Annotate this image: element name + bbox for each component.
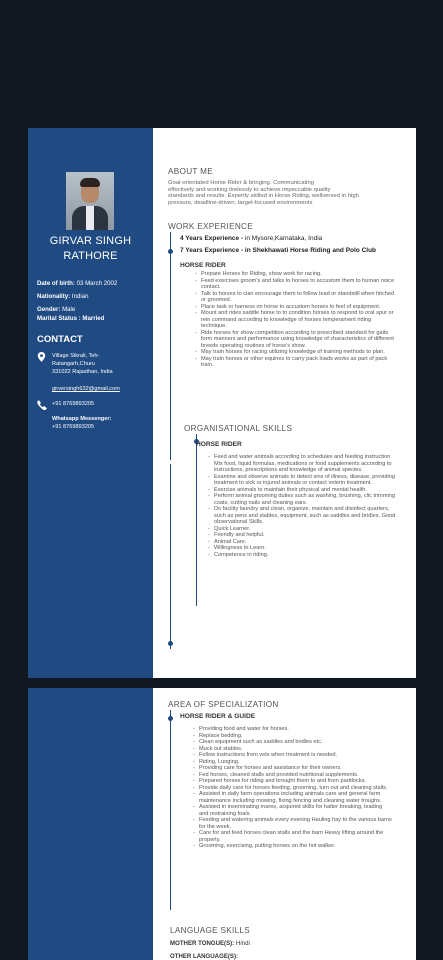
main-content (153, 128, 416, 678)
nationality-label: Nationality: (37, 293, 71, 300)
work-bullets (195, 271, 395, 369)
dob-value: 03 March 2002 (76, 280, 118, 287)
list-item: - Do facility laundry and clean, organize, maintain and disinfect quarters, such as pens and stables, equipment, such as saddles and bridles. Good observational Skills. (208, 506, 398, 526)
list-item: - Willingness to Learn. (208, 545, 398, 552)
address-line-1: Village Sikrali, Teh- (52, 353, 100, 359)
list-item: - Feed and water animals according to schedules and feeding instruction Mix food, liquid formulas, medications or food supplements according to instructions, prescriptions and knowledge of animal species. (208, 454, 398, 474)
list-item: - Replace bedding. (193, 733, 393, 740)
list-item: - Examine and observe animals to detect sins of illness, disease, providing treatment to sick or injured animals or contact veterin treatment. (208, 474, 398, 487)
about-text (168, 180, 403, 206)
address-line-2: Ratangarh,Churu (52, 360, 95, 367)
mother-tongue-label: MOTHER TONGUE(S): (170, 940, 235, 947)
list-item: - Feed exercises groom's and talks to horses to accustom them to human noice contact. (195, 278, 395, 291)
gender-label: Gender: (37, 306, 61, 313)
whatsapp-label: Whatsapp Messenger: (52, 416, 112, 422)
list-item: - Providing food and water for horses. (193, 726, 393, 733)
marital-value: Married (82, 315, 105, 322)
list-item: - Friendly and helpful. (208, 532, 398, 539)
dob-row (37, 280, 117, 287)
other-language-label: OTHER LANGUAGE(S): (170, 953, 239, 960)
list-item: - Feeding and watering animals every evening Hauling hay to the various barns for the week. (193, 817, 393, 830)
nationality-row (37, 293, 89, 300)
work-role: HORSE RIDER (180, 262, 226, 269)
list-item: - Perform animal grooming duties such as washing, brushing, clic trimming coats, cutting nails and cleaning ears. (208, 493, 398, 506)
list-item: - Competence in riding. (208, 552, 398, 559)
profile-photo (66, 172, 114, 230)
experience-1-place: in Mysore,Karnataka, India (244, 235, 323, 242)
specialization-bullets (193, 726, 393, 850)
timeline-end-dot (168, 641, 173, 646)
org-timeline-line (196, 434, 197, 606)
mother-tongue-value: Hindi (235, 940, 250, 947)
location-pin-icon (37, 352, 47, 362)
list-item: - Exercise animals to maintain their physical and mental health. (208, 487, 398, 494)
about-title: ABOUT ME (168, 167, 214, 176)
list-item: - Prepare Horses for Riding, show work for racing. (195, 271, 395, 278)
timeline-line-lower (170, 464, 171, 649)
experience-1 (180, 235, 322, 242)
list-item: - Talk to horses to clan encourage them to follow lead or standstill when hitched or groomed. (195, 291, 395, 304)
list-item: - Grooming, exercising, putting horses on the hot walker. (193, 843, 393, 850)
other-language-row (170, 953, 238, 960)
mother-tongue-row (170, 940, 250, 947)
timeline-dot (168, 249, 173, 254)
spec-timeline-dot (168, 716, 173, 721)
list-item: - May train horses for racing utilizing knowledge of training methods to plan. (195, 349, 395, 356)
list-item: - Riding, Lunging. (193, 759, 393, 766)
main-content-page-2 (153, 688, 416, 960)
marital-row (37, 315, 104, 322)
about-line-1: Goal-orientated Horse Rider & bringing. Communicating (168, 180, 315, 186)
list-item: - Quick Learner. (208, 526, 398, 533)
list-item: - Clean equipment such as saddles and bridles etc. (193, 739, 393, 746)
spec-timeline-line (170, 710, 171, 910)
list-item: - Ride horses for show competition according to prescribed standard for gaits form manners and performance using knowledge of characteristics of different breeds operating routines of horse's show. (195, 330, 395, 350)
name-line-1: GIRVAR SINGH (49, 235, 132, 247)
list-item: - Follow instructions from vets when treatment is needed. (193, 752, 393, 759)
list-item: - Place task or harness on horse to accustom horses to feel of equipment. (195, 304, 395, 311)
specialization-role: HORSE RIDER & GUIDE (180, 713, 256, 720)
list-item: - Animal Care. (208, 539, 398, 546)
list-item: - Mount and rides saddle horse to to condition horses to respond to oral spur or rein command according to knowledge of horses temperament riding technique. (195, 310, 395, 330)
about-line-4: pressure, deadline-driven, target-focused environments (168, 199, 313, 206)
list-item: - Provide daily care for horses feeding, grooming, turn out and cleaning stalls. (193, 785, 393, 792)
about-line-3: standards and results. Expertly skilled in Horse Riding, wellversed in high (168, 193, 359, 199)
org-role: HORSE RIDER (196, 441, 242, 448)
list-item: - Muck out stables. (193, 746, 393, 753)
list-item: - Assisted in inseminating mares, acquired skills for halter breaking, leading and restraining foals. (193, 804, 393, 817)
list-item: - Prepared horses for riding and brought them to and from paddocks. (193, 778, 393, 785)
timeline-line (170, 232, 171, 460)
org-title: ORGANISATIONAL SKILLS (184, 424, 293, 433)
work-title: WORK EXPERIENCE (168, 222, 254, 231)
sidebar-page-2 (28, 688, 153, 960)
language-title: LANGUAGE SKILLS (170, 926, 251, 935)
phone-icon (37, 400, 47, 410)
list-item: - Fed horses, cleaned stalls and provided nutritional supplements. (193, 772, 393, 779)
gender-row (37, 306, 75, 313)
list-item: - Providing care for horses and assistance for their owners. (193, 765, 393, 772)
about-line-2: effectively and working tirelessly to achieve impeccable quality (168, 186, 331, 193)
experience-2: 7 Years Experience - in Shekhawati Horse Riding and Polo Club (180, 247, 377, 254)
specialization-title: AREA OF SPECIALIZATION (168, 700, 279, 709)
candidate-name (28, 234, 153, 264)
dob-label: Date of birth: (37, 280, 75, 287)
resume-page-1 (28, 128, 416, 678)
name-line-2: RATHORE (63, 250, 118, 262)
phone-number[interactable]: +91 8769893205 (52, 401, 95, 407)
org-bullets (208, 454, 398, 558)
address-line-3: 331022 Rajasthan, India (52, 368, 113, 375)
experience-1-years: 4 Years Experience - (180, 235, 244, 242)
address (52, 353, 113, 376)
sidebar (28, 128, 153, 678)
list-item: - May train horses or other equines to carry pack loads works as part of pack train. (195, 356, 395, 369)
gender-value: Male (62, 306, 76, 313)
whatsapp-number[interactable]: +91 8769893205 (52, 424, 95, 430)
contact-title: CONTACT (37, 334, 83, 345)
email-link[interactable]: girversingh632@gmail.com (52, 386, 120, 392)
nationality-value: Indian (71, 293, 89, 300)
list-item: - Assisted in daily farm operations including animals care and general farm maintenance including mowing, fixing fencing and cleaning water troughs. (193, 791, 393, 804)
resume-page-2 (28, 688, 416, 960)
marital-label: Marital Status : (37, 315, 81, 322)
list-item: - Care for and feed horses clean stalls and the barn Heavy lifting around the property. (193, 830, 393, 843)
